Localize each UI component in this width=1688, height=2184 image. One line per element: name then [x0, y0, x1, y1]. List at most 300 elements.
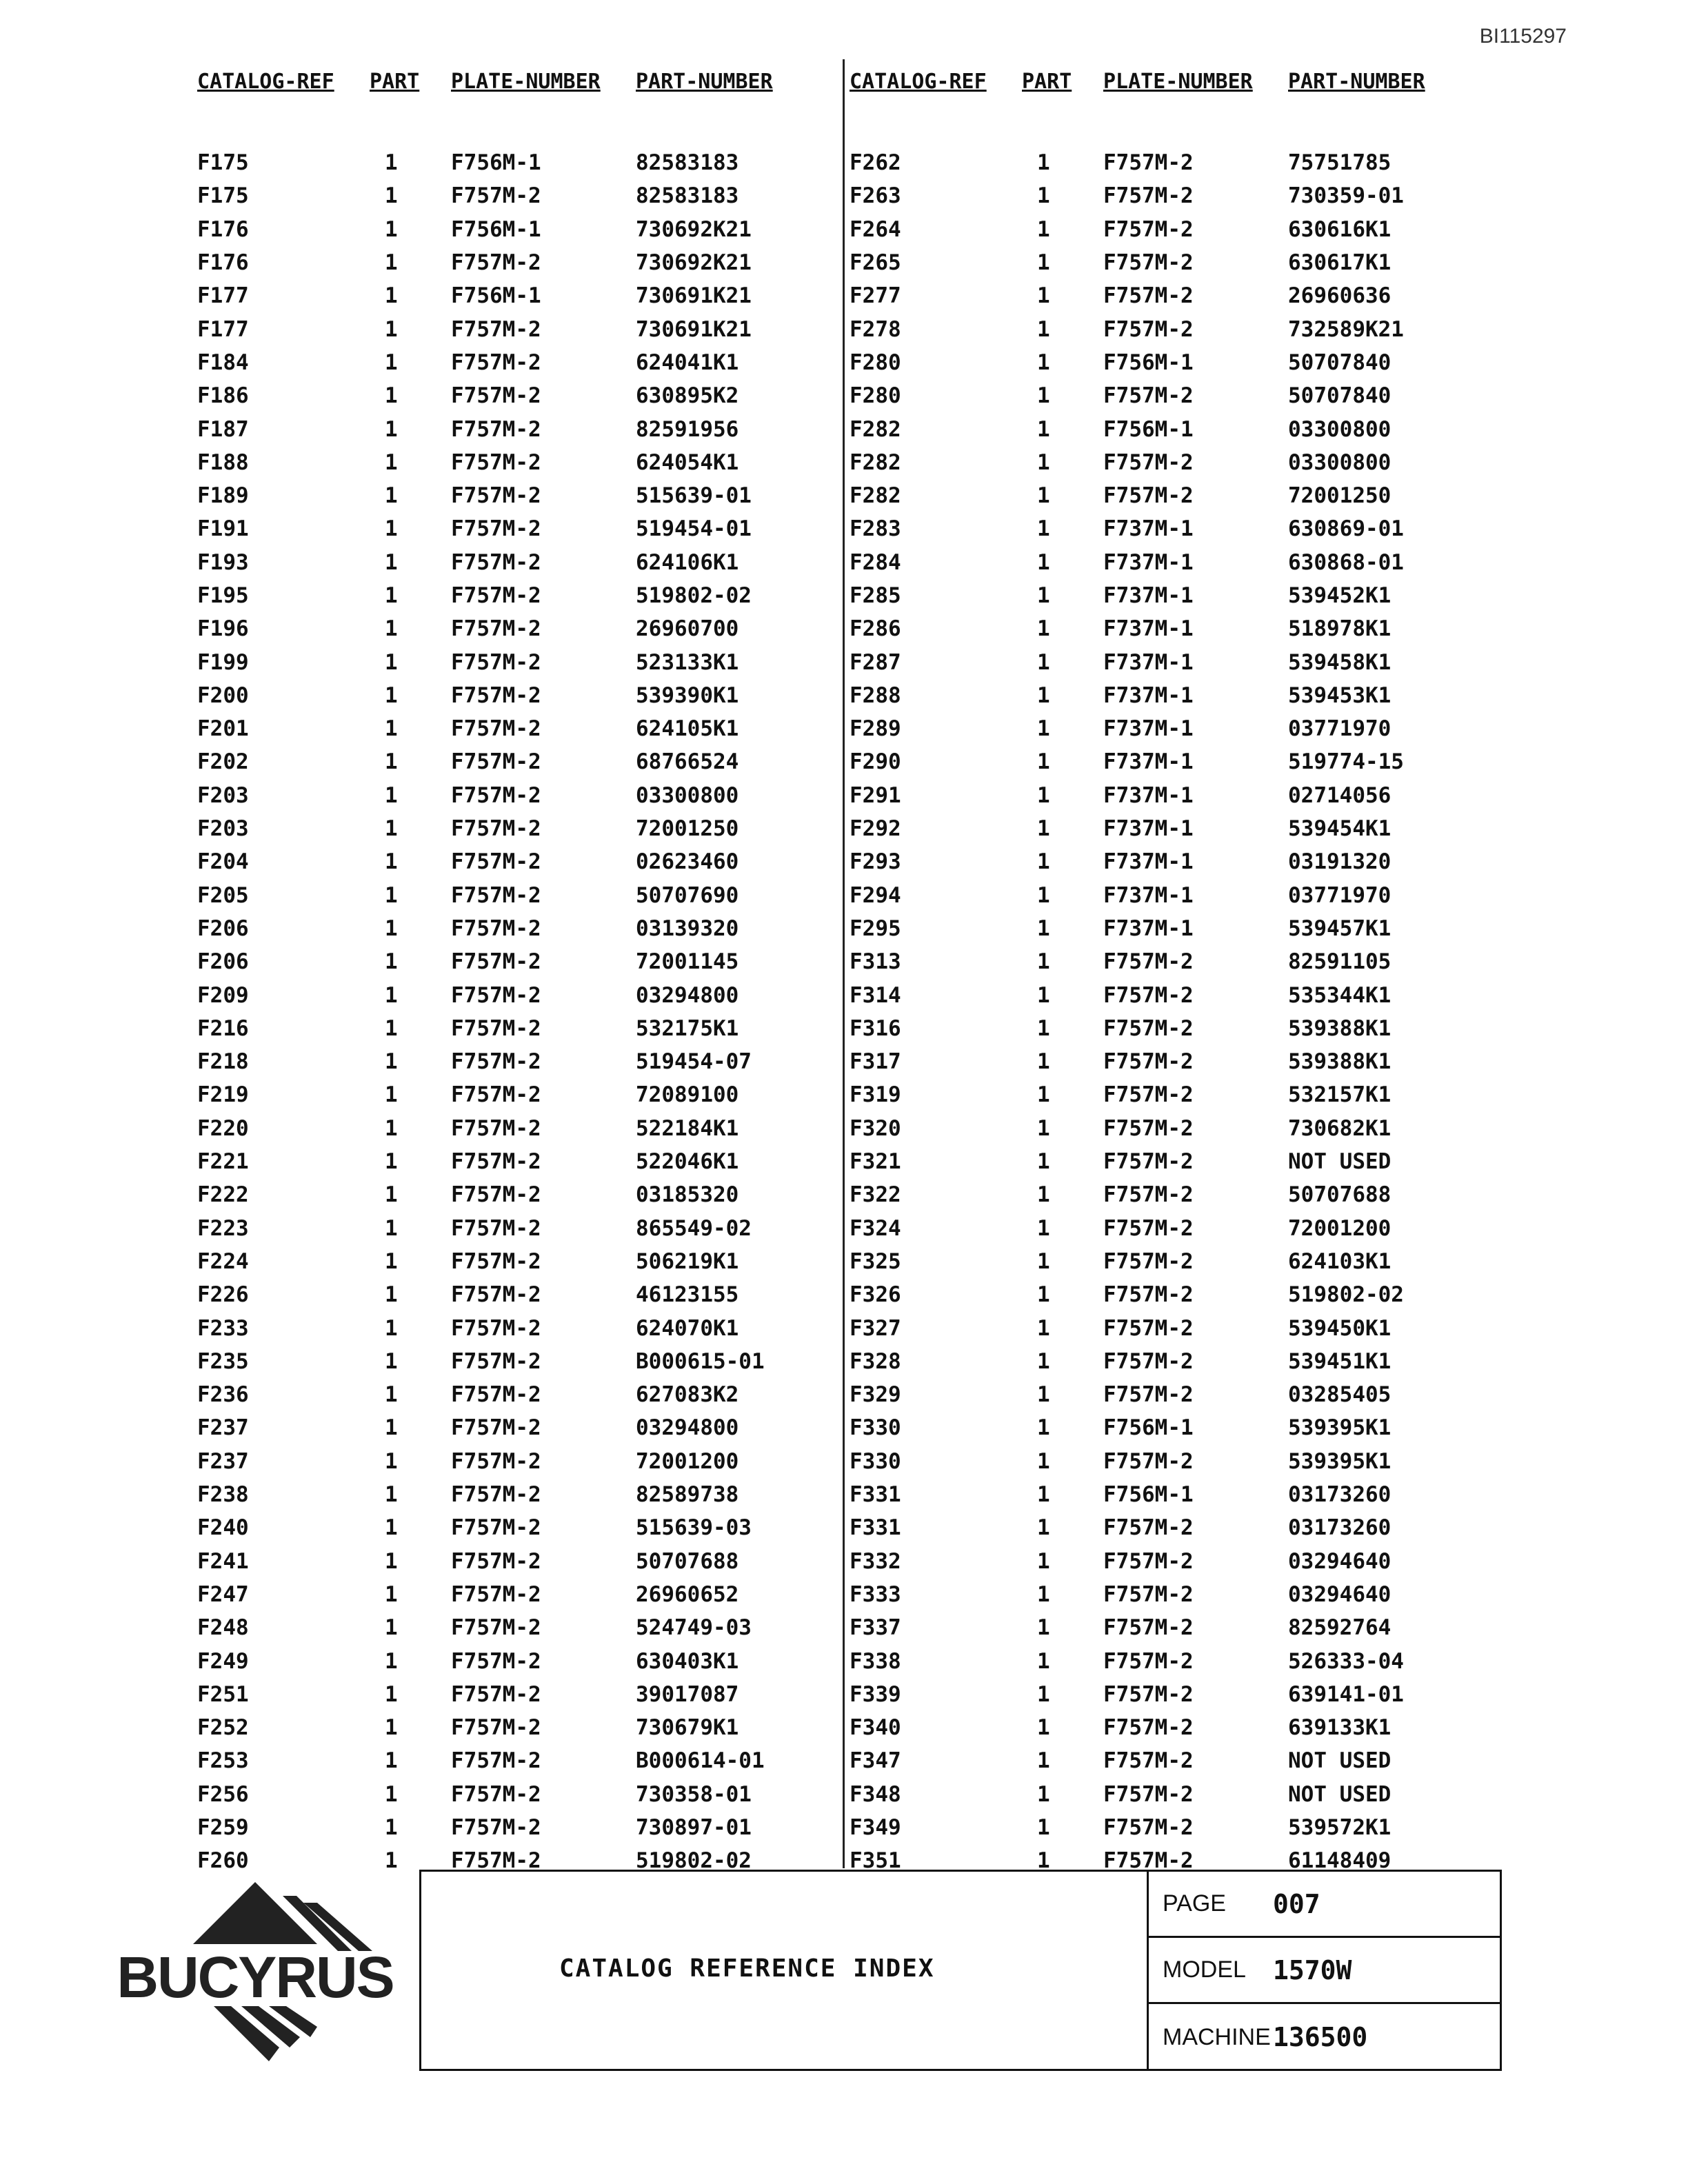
catalog-ref-cell: F348 [850, 1781, 901, 1807]
part-cell: 1 [385, 1248, 398, 1274]
catalog-ref-cell: F328 [850, 1348, 901, 1374]
part-number-cell: 03294640 [1288, 1581, 1391, 1607]
part-number-cell: 03300800 [636, 782, 739, 808]
plate-number-cell: F757M-2 [451, 616, 541, 642]
catalog-ref-cell: F186 [197, 383, 249, 409]
table-row [850, 246, 1495, 279]
plate-number-cell: F757M-2 [1103, 1115, 1194, 1141]
machine-label: MACHINE [1163, 2023, 1271, 2050]
plate-number-cell: F757M-2 [451, 1748, 541, 1774]
catalog-ref-cell: F253 [197, 1748, 249, 1774]
table-row [197, 1212, 843, 1245]
plate-number-cell: F756M-1 [1103, 1415, 1194, 1441]
catalog-ref-cell: F219 [197, 1082, 249, 1108]
catalog-ref-cell: F218 [197, 1049, 249, 1075]
catalog-ref-cell: F204 [197, 849, 249, 875]
table-row [197, 645, 843, 678]
plate-number-cell: F757M-2 [1103, 1015, 1194, 1041]
table-row [850, 1611, 1495, 1644]
catalog-ref-cell: F241 [197, 1548, 249, 1574]
plate-number-cell: F757M-2 [451, 1848, 541, 1874]
table-row [850, 712, 1495, 745]
catalog-ref-cell: F265 [850, 250, 901, 276]
plate-number-cell: F757M-2 [451, 882, 541, 908]
part-number-cell: 26960700 [636, 616, 739, 642]
part-cell: 1 [1037, 1781, 1050, 1807]
part-number-cell: 26960652 [636, 1581, 739, 1607]
plate-number-cell: F757M-2 [451, 1049, 541, 1075]
plate-number-cell: F757M-2 [1103, 1149, 1194, 1175]
catalog-ref-cell: F233 [197, 1315, 249, 1341]
part-number-cell: 03300800 [1288, 416, 1391, 442]
part-number-cell: 730359-01 [1288, 183, 1404, 209]
header-part: PART [370, 70, 420, 94]
part-cell: 1 [385, 1848, 398, 1874]
plate-number-cell: F757M-2 [451, 1382, 541, 1408]
table-row [197, 1811, 843, 1844]
part-cell: 1 [385, 1348, 398, 1374]
part-number-cell: 03191320 [1288, 849, 1391, 875]
table-row [197, 1078, 843, 1111]
catalog-ref-cell: F238 [197, 1482, 249, 1508]
part-number-cell: 03139320 [636, 916, 739, 941]
part-number-cell: 624106K1 [636, 549, 739, 575]
part-cell: 1 [1037, 1348, 1050, 1374]
part-cell: 1 [385, 849, 398, 875]
catalog-ref-cell: F237 [197, 1415, 249, 1441]
table-row [197, 1012, 843, 1045]
table-row [850, 945, 1495, 978]
part-number-cell: 526333-04 [1288, 1648, 1404, 1674]
part-number-cell: 524749-03 [636, 1615, 752, 1641]
catalog-ref-cell: F184 [197, 350, 249, 375]
table-row [197, 1445, 843, 1478]
part-number-cell: 539458K1 [1288, 649, 1391, 675]
table-row [197, 446, 843, 479]
plate-number-cell: F757M-2 [451, 1515, 541, 1541]
plate-number-cell: F757M-2 [451, 1282, 541, 1308]
plate-number-cell: F757M-2 [451, 1548, 541, 1574]
plate-number-cell: F757M-2 [451, 782, 541, 808]
catalog-ref-cell: F326 [850, 1282, 901, 1308]
catalog-ref-cell: F206 [197, 916, 249, 941]
part-cell: 1 [385, 1748, 398, 1774]
catalog-ref-cell: F264 [850, 216, 901, 242]
table-row [850, 1012, 1495, 1045]
part-cell: 1 [385, 1548, 398, 1574]
plate-number-cell: F757M-2 [451, 682, 541, 708]
part-number-cell: 539457K1 [1288, 916, 1391, 941]
table-row [197, 512, 843, 545]
part-number-cell: 03294800 [636, 1415, 739, 1441]
part-number-cell: 624103K1 [1288, 1248, 1391, 1274]
catalog-ref-cell: F282 [850, 483, 901, 509]
part-number-cell: 539388K1 [1288, 1015, 1391, 1041]
header-part: PART [1022, 70, 1072, 94]
part-number-cell: 50707840 [1288, 350, 1391, 375]
table-row [197, 479, 843, 512]
catalog-ref-cell: F251 [197, 1681, 249, 1707]
catalog-ref-cell: F206 [197, 949, 249, 975]
part-number-cell: 539395K1 [1288, 1415, 1391, 1441]
part-number-cell: 50707690 [636, 882, 739, 908]
part-cell: 1 [1037, 1115, 1050, 1141]
plate-number-cell: F737M-1 [1103, 816, 1194, 842]
plate-number-cell: F757M-2 [451, 849, 541, 875]
table-row [197, 912, 843, 945]
table-row [850, 279, 1495, 312]
table-row [197, 146, 843, 179]
table-row [197, 1611, 843, 1644]
part-cell: 1 [385, 1049, 398, 1075]
part-cell: 1 [1037, 250, 1050, 276]
catalog-ref-cell: F248 [197, 1615, 249, 1641]
catalog-ref-cell: F320 [850, 1115, 901, 1141]
part-number-cell: 532175K1 [636, 1015, 739, 1041]
catalog-ref-cell: F191 [197, 516, 249, 542]
part-number-cell: 519454-07 [636, 1049, 752, 1075]
table-row [197, 1478, 843, 1511]
part-cell: 1 [385, 449, 398, 475]
part-cell: 1 [1037, 882, 1050, 908]
plate-number-cell: F757M-2 [451, 350, 541, 375]
part-cell: 1 [1037, 483, 1050, 509]
part-cell: 1 [1037, 183, 1050, 209]
part-cell: 1 [385, 350, 398, 375]
part-number-cell: 82583183 [636, 150, 739, 176]
part-number-cell: 639141-01 [1288, 1681, 1404, 1707]
plate-number-cell: F757M-2 [1103, 1548, 1194, 1574]
plate-number-cell: F756M-1 [451, 283, 541, 309]
catalog-ref-cell: F202 [197, 749, 249, 775]
table-row [850, 1212, 1495, 1245]
part-cell: 1 [385, 882, 398, 908]
catalog-ref-cell: F280 [850, 383, 901, 409]
table-row [850, 1178, 1495, 1211]
table-row [850, 1778, 1495, 1811]
plate-number-cell: F757M-2 [451, 1149, 541, 1175]
catalog-ref-cell: F327 [850, 1315, 901, 1341]
table-row [197, 1245, 843, 1278]
catalog-ref-cell: F223 [197, 1215, 249, 1241]
table-row [850, 1045, 1495, 1078]
part-cell: 1 [385, 1082, 398, 1108]
plate-number-cell: F757M-2 [451, 1182, 541, 1208]
part-number-cell: 639133K1 [1288, 1715, 1391, 1741]
catalog-ref-cell: F176 [197, 250, 249, 276]
table-row [850, 412, 1495, 445]
catalog-ref-cell: F285 [850, 583, 901, 608]
part-cell: 1 [385, 1482, 398, 1508]
catalog-ref-cell: F240 [197, 1515, 249, 1541]
catalog-ref-cell: F293 [850, 849, 901, 875]
table-row [197, 1178, 843, 1211]
part-cell: 1 [1037, 1448, 1050, 1474]
plate-number-cell: F757M-2 [451, 1814, 541, 1840]
part-number-cell: 26960636 [1288, 283, 1391, 309]
table-row [850, 579, 1495, 612]
table-row [197, 346, 843, 379]
model-value: 1570W [1273, 1954, 1352, 1985]
plate-number-cell: F737M-1 [1103, 916, 1194, 941]
plate-number-cell: F757M-2 [451, 1248, 541, 1274]
table-row [197, 945, 843, 978]
part-number-cell: 03771970 [1288, 882, 1391, 908]
table-row [850, 679, 1495, 712]
part-cell: 1 [385, 649, 398, 675]
catalog-ref-cell: F199 [197, 649, 249, 675]
catalog-ref-cell: F177 [197, 283, 249, 309]
part-cell: 1 [1037, 1282, 1050, 1308]
part-cell: 1 [1037, 583, 1050, 608]
part-cell: 1 [1037, 516, 1050, 542]
table-row [850, 1445, 1495, 1478]
plate-number-cell: F757M-2 [1103, 1348, 1194, 1374]
plate-number-cell: F756M-1 [1103, 350, 1194, 375]
catalog-ref-cell: F282 [850, 416, 901, 442]
table-header [197, 66, 843, 94]
part-cell: 1 [1037, 1848, 1050, 1874]
part-cell: 1 [385, 150, 398, 176]
part-number-cell: 72001200 [1288, 1215, 1391, 1241]
part-cell: 1 [385, 1814, 398, 1840]
part-cell: 1 [385, 1215, 398, 1241]
plate-number-cell: F757M-2 [1103, 1049, 1194, 1075]
header-part-number: PART-NUMBER [1288, 70, 1425, 94]
plate-number-cell: F757M-2 [451, 383, 541, 409]
part-number-cell: 68766524 [636, 749, 739, 775]
table-row [850, 1378, 1495, 1411]
table-row [850, 1644, 1495, 1677]
part-number-cell: B000614-01 [636, 1748, 765, 1774]
catalog-ref-cell: F349 [850, 1814, 901, 1840]
part-cell: 1 [1037, 1382, 1050, 1408]
catalog-ref-cell: F286 [850, 616, 901, 642]
catalog-ref-cell: F284 [850, 549, 901, 575]
part-number-cell: 03294640 [1288, 1548, 1391, 1574]
part-number-cell: 82589738 [636, 1482, 739, 1508]
catalog-ref-cell: F340 [850, 1715, 901, 1741]
part-number-cell: 624054K1 [636, 449, 739, 475]
table-row [197, 779, 843, 812]
part-cell: 1 [1037, 616, 1050, 642]
part-number-cell: 539451K1 [1288, 1348, 1391, 1374]
table-row [197, 379, 843, 412]
table-row [850, 446, 1495, 479]
plate-number-cell: F757M-2 [1103, 1715, 1194, 1741]
part-cell: 1 [1037, 416, 1050, 442]
part-cell: 1 [385, 949, 398, 975]
part-number-cell: 730691K21 [636, 283, 752, 309]
catalog-ref-cell: F331 [850, 1482, 901, 1508]
part-number-cell: 630616K1 [1288, 216, 1391, 242]
catalog-ref-cell: F278 [850, 316, 901, 342]
part-number-cell: 50707688 [1288, 1182, 1391, 1208]
part-cell: 1 [385, 1015, 398, 1041]
plate-number-cell: F757M-2 [451, 916, 541, 941]
catalog-ref-cell: F175 [197, 183, 249, 209]
part-cell: 1 [1037, 216, 1050, 242]
part-number-cell: 539388K1 [1288, 1049, 1391, 1075]
catalog-ref-cell: F252 [197, 1715, 249, 1741]
plate-number-cell: F757M-2 [451, 649, 541, 675]
catalog-ref-cell: F260 [197, 1848, 249, 1874]
table-row [850, 879, 1495, 912]
part-cell: 1 [1037, 316, 1050, 342]
part-cell: 1 [1037, 1681, 1050, 1707]
plate-number-cell: F757M-2 [1103, 1248, 1194, 1274]
part-cell: 1 [385, 1615, 398, 1641]
part-cell: 1 [1037, 1015, 1050, 1041]
table-row [197, 546, 843, 579]
catalog-ref-cell: F220 [197, 1115, 249, 1141]
table-row [850, 912, 1495, 945]
plate-number-cell: F757M-2 [1103, 383, 1194, 409]
plate-number-cell: F757M-2 [451, 1115, 541, 1141]
plate-number-cell: F737M-1 [1103, 516, 1194, 542]
part-number-cell: 72001250 [636, 816, 739, 842]
page-value: 007 [1273, 1888, 1320, 1919]
table-row [197, 879, 843, 912]
part-cell: 1 [1037, 1182, 1050, 1208]
part-cell: 1 [385, 916, 398, 941]
part-number-cell: 539395K1 [1288, 1448, 1391, 1474]
document-id: BI115297 [1479, 25, 1567, 48]
part-cell: 1 [1037, 1415, 1050, 1441]
catalog-ref-cell: F195 [197, 583, 249, 608]
part-cell: 1 [385, 1115, 398, 1141]
part-cell: 1 [1037, 1814, 1050, 1840]
table-row [197, 246, 843, 279]
part-cell: 1 [385, 749, 398, 775]
catalog-ref-cell: F294 [850, 882, 901, 908]
plate-number-cell: F737M-1 [1103, 682, 1194, 708]
table-row [197, 1744, 843, 1777]
plate-number-cell: F757M-2 [1103, 283, 1194, 309]
plate-number-cell: F757M-2 [1103, 1648, 1194, 1674]
part-cell: 1 [1037, 449, 1050, 475]
catalog-ref-cell: F331 [850, 1515, 901, 1541]
table-row [197, 179, 843, 212]
table-row [197, 1345, 843, 1378]
part-number-cell: 02714056 [1288, 782, 1391, 808]
part-number-cell: 72001145 [636, 949, 739, 975]
part-number-cell: 72001200 [636, 1448, 739, 1474]
part-cell: 1 [1037, 1648, 1050, 1674]
part-number-cell: 515639-03 [636, 1515, 752, 1541]
part-cell: 1 [385, 383, 398, 409]
part-number-cell: NOT USED [1288, 1149, 1391, 1175]
part-number-cell: 532157K1 [1288, 1082, 1391, 1108]
left-rows [197, 146, 843, 1877]
plate-number-cell: F757M-2 [451, 1215, 541, 1241]
table-row [197, 1511, 843, 1544]
part-cell: 1 [385, 216, 398, 242]
plate-number-cell: F757M-2 [1103, 1182, 1194, 1208]
catalog-ref-cell: F188 [197, 449, 249, 475]
plate-number-cell: F737M-1 [1103, 649, 1194, 675]
header-part-number: PART-NUMBER [636, 70, 773, 94]
part-number-cell: 630617K1 [1288, 250, 1391, 276]
table-row [197, 845, 843, 878]
model-row [1149, 1938, 1502, 2004]
part-cell: 1 [1037, 1482, 1050, 1508]
plate-number-cell: F756M-1 [1103, 1482, 1194, 1508]
part-cell: 1 [1037, 782, 1050, 808]
part-cell: 1 [385, 483, 398, 509]
table-row [850, 1711, 1495, 1744]
part-number-cell: NOT USED [1288, 1748, 1391, 1774]
catalog-ref-cell: F330 [850, 1415, 901, 1441]
part-cell: 1 [385, 583, 398, 608]
table-row [197, 1644, 843, 1677]
part-number-cell: 732589K21 [1288, 316, 1404, 342]
table-row [850, 779, 1495, 812]
part-number-cell: 03300800 [1288, 449, 1391, 475]
plate-number-cell: F756M-1 [1103, 416, 1194, 442]
catalog-ref-cell: F209 [197, 982, 249, 1008]
table-row [197, 712, 843, 745]
part-number-cell: 627083K2 [636, 1382, 739, 1408]
part-number-cell: 539572K1 [1288, 1814, 1391, 1840]
page-row [1149, 1872, 1502, 1938]
catalog-ref-cell: F280 [850, 350, 901, 375]
part-cell: 1 [1037, 849, 1050, 875]
part-number-cell: 523133K1 [636, 649, 739, 675]
plate-number-cell: F757M-2 [451, 982, 541, 1008]
plate-number-cell: F737M-1 [1103, 549, 1194, 575]
plate-number-cell: F737M-1 [1103, 782, 1194, 808]
part-cell: 1 [385, 1382, 398, 1408]
catalog-ref-cell: F249 [197, 1648, 249, 1674]
catalog-ref-cell: F189 [197, 483, 249, 509]
plate-number-cell: F757M-2 [451, 1315, 541, 1341]
header-catalog-ref: CATALOG-REF [197, 70, 334, 94]
part-number-cell: 630868-01 [1288, 549, 1404, 575]
part-number-cell: 630869-01 [1288, 516, 1404, 542]
part-number-cell: 730692K21 [636, 216, 752, 242]
part-cell: 1 [1037, 1715, 1050, 1741]
table-row [850, 978, 1495, 1011]
table-row [850, 812, 1495, 845]
table-row [197, 213, 843, 246]
part-number-cell: B000615-01 [636, 1348, 765, 1374]
catalog-ref-cell: F333 [850, 1581, 901, 1607]
plate-number-cell: F757M-2 [1103, 1082, 1194, 1108]
plate-number-cell: F737M-1 [1103, 882, 1194, 908]
part-number-cell: 730679K1 [636, 1715, 739, 1741]
plate-number-cell: F757M-2 [1103, 1282, 1194, 1308]
catalog-ref-cell: F216 [197, 1015, 249, 1041]
machine-row [1149, 2004, 1502, 2070]
part-cell: 1 [385, 1149, 398, 1175]
table-row [197, 1145, 843, 1178]
catalog-ref-cell: F177 [197, 316, 249, 342]
plate-number-cell: F757M-2 [451, 1648, 541, 1674]
part-number-cell: 50707840 [1288, 383, 1391, 409]
part-number-cell: 506219K1 [636, 1248, 739, 1274]
plate-number-cell: F757M-2 [1103, 183, 1194, 209]
plate-number-cell: F757M-2 [1103, 1748, 1194, 1774]
catalog-ref-cell: F289 [850, 716, 901, 742]
table-row [850, 1411, 1495, 1444]
table-row [197, 745, 843, 778]
plate-number-cell: F757M-2 [451, 1581, 541, 1607]
part-cell: 1 [385, 250, 398, 276]
catalog-ref-cell: F329 [850, 1382, 901, 1408]
catalog-ref-cell: F222 [197, 1182, 249, 1208]
part-cell: 1 [1037, 716, 1050, 742]
